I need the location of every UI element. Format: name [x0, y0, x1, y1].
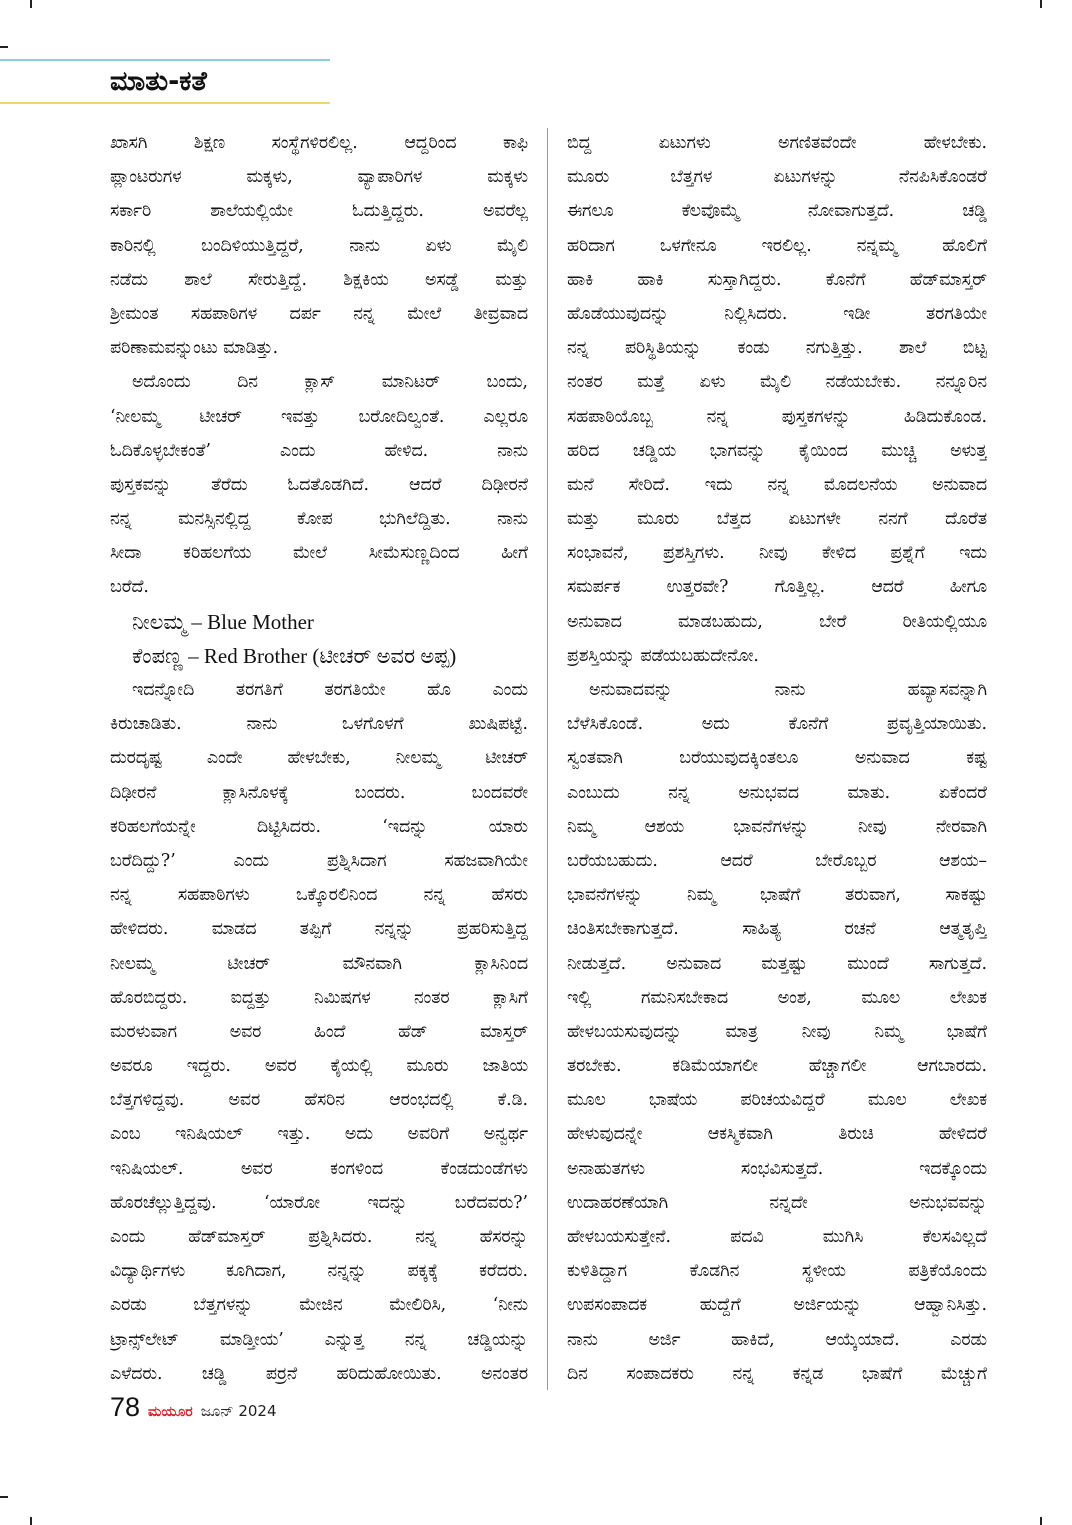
text-line: ಬರೆದಿದ್ದು?’ ಎಂದು ಪ್ರಶ್ನಿಸಿದಾಗ ಸಹಜವಾಗಿಯೇ — [110, 850, 528, 871]
text-line: ಉದಾಹರಣೆಯಾಗಿ ನನ್ನದೇ ಅನುಭವವನ್ನು — [567, 1192, 987, 1213]
text-line: ನಿಮ್ಮ ಆಶಯ ಭಾವನೆಗಳನ್ನು ನೀವು ನೇರವಾಗಿ — [567, 816, 987, 837]
text-line: ಇಲ್ಲಿ ಗಮನಿಸಬೇಕಾದ ಅಂಶ, ಮೂಲ ಲೇಖಕ — [567, 987, 987, 1008]
text-line: ಎಂಬುದು ನನ್ನ ಅನುಭವದ ಮಾತು. ಏಕೆಂದರೆ — [567, 782, 987, 803]
text-line: ನನ್ನ ಮನಸ್ಸಿನಲ್ಲಿದ್ದ ಕೋಪ ಭುಗಿಲೆದ್ದಿತು. ನಾನು — [110, 509, 528, 530]
crop-mark-top-right-v — [1040, 0, 1042, 8]
text-line: ಹರಿದಾಗ ಒಳಗೇನೂ ಇರಲಿಲ್ಲ. ನನ್ನಮ್ಮ ಹೊಲಿಗೆ — [567, 235, 987, 256]
text-line: ಹೊರಚೆಲ್ಲುತ್ತಿದ್ದವು. ‘ಯಾರೋ ಇದನ್ನು ಬರೆದವರು?’ — [110, 1192, 528, 1213]
text-line: ಭಾವನೆಗಳನ್ನು ನಿಮ್ಮ ಭಾಷೆಗೆ ತರುವಾಗ, ಸಾಕಷ್ಟು — [567, 885, 987, 906]
text-line: ಹೇಳುವುದನ್ನೇ ಆಕಸ್ಮಿಕವಾಗಿ ತಿರುಚಿ ಹೇಳಿದರೆ — [567, 1124, 987, 1145]
text-line: ಮೂಲ ಭಾಷೆಯ ಪರಿಚಯವಿದ್ದರೆ ಮೂಲ ಲೇಖಕ — [567, 1090, 987, 1111]
text-line: ಹೇಳಬಯಸುವುದನ್ನು ಮಾತ್ರ ನೀವು ನಿಮ್ಮ ಭಾಷೆಗೆ — [567, 1021, 987, 1042]
text-line: ಟ್ರಾನ್ಸ್‌ಲೇಟ್ ಮಾಡ್ತೀಯ’ ಎನ್ನುತ್ತ ನನ್ನ ಚಡ್ಡಿಯನ್ನು — [110, 1329, 528, 1350]
text-line: ಕೆಂಪಣ್ಣ – Red Brother (ಟೀಚರ್ ಅವರ ಅಪ್ಪ) — [132, 643, 457, 668]
section-title: ಮಾತು-ಕತೆ — [110, 66, 207, 97]
text-line: ನಾನು ಅರ್ಜಿ ಹಾಕಿದೆ, ಆಯ್ಕೆಯಾದೆ. ಎರಡು — [567, 1329, 987, 1350]
crop-mark-bottom-right-v — [1040, 1517, 1042, 1525]
text-line: ಬೆಳೆಸಿಕೊಂಡೆ. ಅದು ಕೊನೆಗೆ ಪ್ರವೃತ್ತಿಯಾಯಿತು. — [567, 714, 987, 735]
text-line: ಸೀದಾ ಕರಿಹಲಗೆಯ ಮೇಲೆ ಸೀಮೆಸುಣ್ಣದಿಂದ ಹೀಗೆ — [110, 543, 528, 564]
text-line: ಬೆತ್ತಗಳಿದ್ದವು. ಅವರ ಹೆಸರಿನ ಆರಂಭದಲ್ಲಿ ಕೆ.ಡಿ. — [110, 1090, 528, 1111]
crop-mark-bottom-left-v — [30, 1517, 32, 1525]
text-line: ಪ್ಲಾಂಟರುಗಳ ಮಕ್ಕಳು, ವ್ಯಾಪಾರಿಗಳ ಮಕ್ಕಳು — [110, 167, 528, 188]
text-line: ಸರ್ಕಾರಿ ಶಾಲೆಯಲ್ಲಿಯೇ ಓದುತ್ತಿದ್ದರು. ಅವರೆಲ್ಲ — [110, 201, 528, 222]
text-line: ಖಾಸಗಿ ಶಿಕ್ಷಣ ಸಂಸ್ಥೆಗಳಿರಲಿಲ್ಲ. ಆದ್ದರಿಂದ ಕಾಫಿ — [110, 133, 528, 153]
issue-date: ಜೂನ್ 2024 — [200, 1402, 277, 1420]
page-footer — [110, 1392, 277, 1426]
text-line: ಅದೊಂದು ದಿನ ಕ್ಲಾಸ್ ಮಾನಿಟರ್ ಬಂದು, — [132, 372, 528, 393]
crop-mark-top-left-v — [30, 0, 32, 8]
text-line: ನೀಲಮ್ಮ ಟೀಚರ್ ಮೌನವಾಗಿ ಕ್ಲಾಸಿನಿಂದ — [110, 953, 528, 974]
text-line: ಮನೆ ಸೇರಿದೆ. ಇದು ನನ್ನ ಮೊದಲನೆಯ ಅನುವಾದ — [567, 474, 987, 495]
text-line: ಇನಿಷಿಯಲ್. ಅವರ ಕಂಗಳಿಂದ ಕೆಂಡದುಂಡೆಗಳು — [110, 1158, 528, 1179]
text-line: ತರಬೇಕು. ಕಡಿಮೆಯಾಗಲೀ ಹೆಚ್ಚಾಗಲೀ ಆಗಬಾರದು. — [567, 1056, 987, 1077]
header-rule-bottom — [0, 102, 330, 104]
text-line: ಅನಾಹುತಗಳು ಸಂಭವಿಸುತ್ತದೆ. ಇದಕ್ಕೊಂದು — [567, 1158, 987, 1179]
crop-mark-top-left — [0, 46, 8, 48]
magazine-name: ಮಯೂರ — [148, 1404, 193, 1420]
text-line: ನೀಲಮ್ಮ – Blue Mother — [132, 609, 314, 634]
text-line: ನಡೆದು ಶಾಲೆ ಸೇರುತ್ತಿದ್ದೆ. ಶಿಕ್ಷಕಿಯ ಅಸಡ್ಡೆ ಮತ್ತು — [110, 269, 528, 290]
text-line: ಪುಸ್ತಕವನ್ನು ತೆರೆದು ಓದತೊಡಗಿದೆ. ಆದರೆ ದಿಢೀರನೆ — [110, 474, 528, 495]
text-line: ಉಪಸಂಪಾದಕ ಹುದ್ದೆಗೆ ಅರ್ಜಿಯನ್ನು ಆಹ್ವಾನಿಸಿತ್ತು. — [567, 1295, 987, 1316]
text-line: ಎಂಬ ಇನಿಷಿಯಲ್ ಇತ್ತು. ಅದು ಅವರಿಗೆ ಅನ್ವರ್ಥ — [110, 1124, 528, 1145]
text-line: ಎಳೆದರು. ಚಡ್ಡಿ ಪರ್ರನೆ ಹರಿದುಹೋಯಿತು. ಅನಂತರ — [110, 1363, 528, 1384]
text-line: ಹೊರಬಿದ್ದರು. ಐದ್ದತ್ತು ನಿಮಿಷಗಳ ನಂತರ ಕ್ಲಾಸಿಗೆ — [110, 987, 528, 1008]
crop-mark-bottom-left — [0, 1496, 8, 1498]
text-line: ಮೂರು ಬೆತ್ತಗಳ ಏಟುಗಳನ್ನು ನೆನಪಿಸಿಕೊಂಡರೆ — [567, 167, 987, 188]
text-line: ದುರದೃಷ್ಟ ಎಂದೇ ಹೇಳಬೇಕು, ನೀಲಮ್ಮ ಟೀಚರ್ — [110, 748, 528, 769]
text-line: ಕರಿಹಲಗೆಯನ್ನೇ ದಿಟ್ಟಿಸಿದರು. ‘ಇದನ್ನು ಯಾರು — [110, 816, 528, 837]
text-line: ಬಿದ್ದ ಏಟುಗಳು ಅಗಣಿತವೆಂದೇ ಹೇಳಬೇಕು. — [567, 133, 987, 153]
text-line: ದಿಢೀರನೆ ಕ್ಲಾಸಿನೊಳಕ್ಕೆ ಬಂದರು. ಬಂದವರೇ — [110, 782, 528, 803]
text-line: ಅನುವಾದವನ್ನು ನಾನು ಹವ್ಯಾಸವನ್ನಾಗಿ — [589, 680, 987, 700]
column-divider — [547, 128, 548, 1390]
text-line: ವಿದ್ಯಾರ್ಥಿಗಳು ಕೂಗಿದಾಗ, ನನ್ನನ್ನು ಪಕ್ಕಕ್ಕೆ ಕರೆದರು. — [110, 1261, 528, 1282]
text-line: ಎಂದು ಹೆಡ್‌ಮಾಸ್ತರ್ ಪ್ರಶ್ನಿಸಿದರು. ನನ್ನ ಹೆಸರನ್ನು — [110, 1227, 528, 1247]
text-line: ದಿನ ಸಂಪಾದಕರು ನನ್ನ ಕನ್ನಡ ಭಾಷೆಗೆ ಮೆಚ್ಚುಗೆ — [567, 1363, 987, 1384]
text-line: ಶ್ರೀಮಂತ ಸಹಪಾಠಿಗಳ ದರ್ಪ ನನ್ನ ಮೇಲೆ ತೀವ್ರವಾದ — [110, 303, 528, 324]
text-line: ಕಾರಿನಲ್ಲಿ ಬಂದಿಳಿಯುತ್ತಿದ್ದರೆ, ನಾನು ಏಳು ಮೈಲಿ — [110, 235, 528, 256]
text-line: ಸಮರ್ಪಕ ಉತ್ತರವೇ? ಗೊತ್ತಿಲ್ಲ. ಆದರೆ ಹೀಗೂ — [567, 577, 987, 598]
text-line: ಬರೆಯಬಹುದು. ಆದರೆ ಬೇರೊಬ್ಬರ ಆಶಯ– — [567, 850, 987, 871]
header-rule-top — [0, 59, 330, 61]
text-line: ಪರಿಣಾಮವನ್ನುಂಟು ಮಾಡಿತ್ತು. — [110, 338, 279, 359]
text-line: ಸ್ವಂತವಾಗಿ ಬರೆಯುವುದಕ್ಕಿಂತಲೂ ಅನುವಾದ ಕಷ್ಟ — [567, 748, 987, 769]
text-line: ಅವರೂ ಇದ್ದರು. ಅವರ ಕೈಯಲ್ಲಿ ಮೂರು ಜಾತಿಯ — [110, 1056, 528, 1077]
text-line: ಕಿರುಚಾಡಿತು. ನಾನು ಒಳಗೊಳಗೆ ಖುಷಿಪಟ್ಟೆ. — [110, 714, 528, 735]
text-line: ಇದನ್ನೋದಿ ತರಗತಿಗೆ ತರಗತಿಯೇ ಹೊ ಎಂದು — [132, 680, 528, 700]
text-line: ಚಿಂತಿಸಬೇಕಾಗುತ್ತದೆ. ಸಾಹಿತ್ಯ ರಚನೆ ಆತ್ಮತೃಪ್ತಿ — [567, 919, 987, 940]
text-line: ನನ್ನ ಸಹಪಾಠಿಗಳು ಒಕ್ಕೊರಲಿನಿಂದ ನನ್ನ ಹೆಸರು — [110, 885, 528, 906]
text-line: ಕುಳಿತಿದ್ದಾಗ ಕೊಡಗಿನ ಸ್ಥಳೀಯ ಪತ್ರಿಕೆಯೊಂದು — [567, 1261, 987, 1282]
text-line: ಸಂಭಾವನೆ, ಪ್ರಶಸ್ತಿಗಳು. ನೀವು ಕೇಳಿದ ಪ್ರಶ್ನೆಗೆ ಇದು — [567, 543, 987, 564]
text-line: ಹೊಡೆಯುವುದನ್ನು ನಿಲ್ಲಿಸಿದರು. ಇಡೀ ತರಗತಿಯೇ — [567, 303, 987, 324]
text-line: ಮರಳುವಾಗ ಅವರ ಹಿಂದೆ ಹೆಡ್ ಮಾಸ್ತರ್ — [110, 1021, 528, 1042]
left-column — [110, 126, 528, 1391]
right-column — [567, 126, 987, 1391]
text-line: ‘ನೀಲಮ್ಮ ಟೀಚರ್ ಇವತ್ತು ಬರೋದಿಲ್ವಂತೆ. ಎಲ್ಲರೂ — [110, 406, 528, 427]
text-line: ಹೇಳಿದರು. ಮಾಡದ ತಪ್ಪಿಗೆ ನನ್ನನ್ನು ಪ್ರಹರಿಸುತ್ತಿದ್ದ — [110, 919, 528, 940]
page-number: 78 — [110, 1392, 141, 1422]
text-line: ಓದಿಕೊಳ್ಳಬೇಕಂತೆ’ ಎಂದು ಹೇಳಿದ. ನಾನು — [110, 440, 528, 461]
text-line: ಸಹಪಾಠಿಯೊಬ್ಬ ನನ್ನ ಪುಸ್ತಕಗಳನ್ನು ಹಿಡಿದುಕೊಂಡ. — [567, 406, 987, 427]
text-line: ನೀಡುತ್ತದೆ. ಅನುವಾದ ಮತ್ತಷ್ಟು ಮುಂದೆ ಸಾಗುತ್ತದೆ. — [567, 953, 987, 974]
text-line: ನಂತರ ಮತ್ತೆ ಏಳು ಮೈಲಿ ನಡೆಯಬೇಕು. ನನ್ನೂರಿನ — [567, 372, 987, 393]
text-line: ನನ್ನ ಪರಿಸ್ಥಿತಿಯನ್ನು ಕಂಡು ನಗುತ್ತಿತ್ತು. ಶಾಲೆ ಬಿಟ್ಟ — [567, 338, 987, 359]
text-line: ಮತ್ತು ಮೂರು ಬೆತ್ತದ ಏಟುಗಳೇ ನನಗೆ ದೊರೆತ — [567, 509, 987, 530]
text-line: ಅನುವಾದ ಮಾಡಬಹುದು, ಬೇರೆ ರೀತಿಯಲ್ಲಿಯೂ — [567, 611, 987, 632]
text-line: ಹೇಳಬಯಸುತ್ತೇನೆ. ಪದವಿ ಮುಗಿಸಿ ಕೆಲಸವಿಲ್ಲದೆ — [567, 1227, 987, 1247]
text-line: ಎರಡು ಬೆತ್ತಗಳನ್ನು ಮೇಜಿನ ಮೇಲಿರಿಸಿ, ‘ನೀನು — [110, 1295, 528, 1316]
text-line: ಬರೆದೆ. — [110, 577, 149, 598]
text-line: ಹರಿದ ಚಡ್ಡಿಯ ಭಾಗವನ್ನು ಕೈಯಿಂದ ಮುಚ್ಚಿ ಅಳುತ್ತ — [567, 440, 987, 461]
text-line: ಹಾಕಿ ಹಾಕಿ ಸುಸ್ತಾಗಿದ್ದರು. ಕೊನೆಗೆ ಹೆಡ್‌ಮಾಸ್ತರ್ — [567, 269, 987, 290]
text-line: ಪ್ರಶಸ್ತಿಯನ್ನು ಪಡೆಯಬಹುದೇನೋ. — [567, 645, 759, 666]
text-line: ಈಗಲೂ ಕೆಲವೊಮ್ಮೆ ನೋವಾಗುತ್ತದೆ. ಚಡ್ಡಿ — [567, 201, 987, 222]
